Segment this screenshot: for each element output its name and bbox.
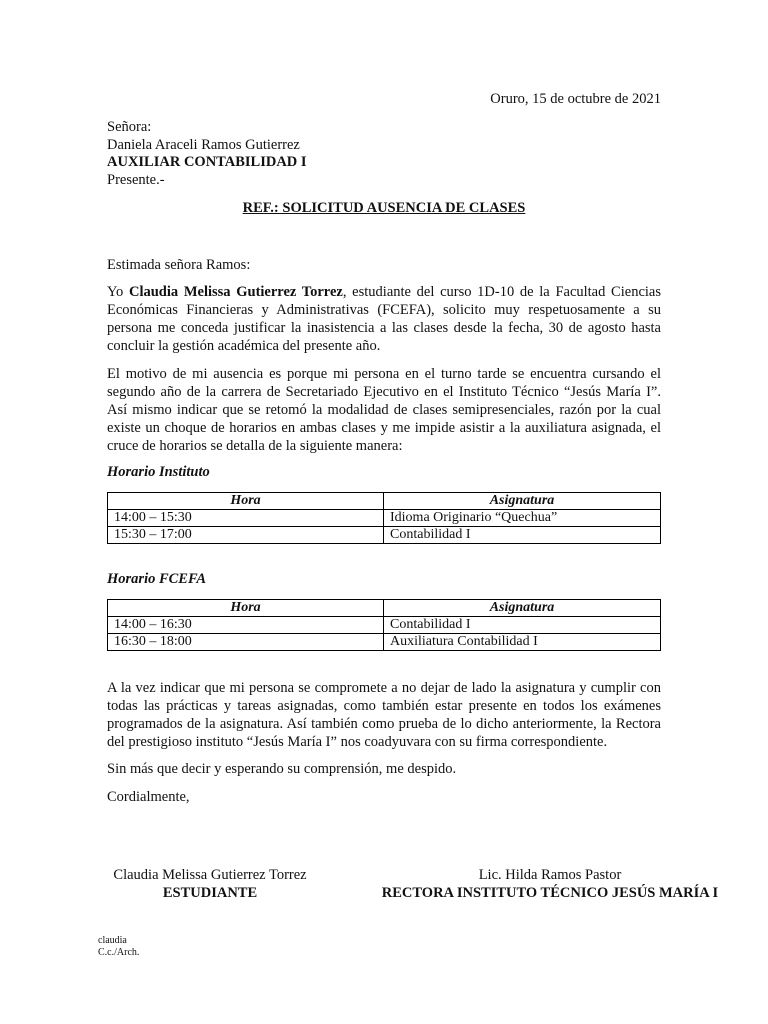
cell-hora: 14:00 – 16:30	[108, 617, 384, 634]
table-row	[108, 634, 661, 651]
p1-post: , estudiante del curso 1D-10 de la Facultad Ciencias Económicas Financieras y Administrativas (FCEFA), solicito muy respetuosamente a su persona me conceda justificar la inasistencia a las clases desde la fecha, 30 de agosto hasta concluir la gestión académica del presente año.	[107, 284, 661, 354]
schedule-table-instituto	[107, 492, 661, 544]
table-row	[108, 510, 661, 527]
paragraph-4: Sin más que decir y esperando su comprensión, me despido.	[107, 761, 457, 777]
cell-hora: 15:30 – 17:00	[108, 527, 384, 544]
paragraph-2: El motivo de mi ausencia es porque mi persona en el turno tarde se encuentra cursando el segundo año de la carrera de Secretariado Ejecutivo en el Instituto Técnico “Jesús María I”. Así mismo indicar que se retomó la modalidad de clases semipresenciales, razón por la cual existe un choque de horarios en ambas clases y me impide asistir a la auxiliatura asignada, el cruce de horarios se detalla de la siguiente manera:	[107, 366, 661, 454]
cell-asignatura: Auxiliatura Contabilidad I	[384, 634, 661, 651]
student-name-inline: Claudia Melissa Gutierrez Torrez	[128, 284, 343, 300]
table-header-row	[108, 600, 661, 617]
table-header-row	[108, 493, 661, 510]
paragraph-1	[107, 283, 661, 355]
schedule-title-fcefa: Horario FCEFA	[107, 571, 206, 587]
header-hora: Hora	[108, 493, 384, 510]
cell-asignatura: Contabilidad I	[384, 527, 661, 544]
header-asignatura: Asignatura	[384, 600, 661, 617]
cell-hora: 16:30 – 18:00	[108, 634, 384, 651]
reference-line: REF.: SOLICITUD AUSENCIA DE CLASES	[242, 200, 526, 216]
recipient-block	[107, 119, 307, 189]
recipient-title: AUXILIAR CONTABILIDAD I	[107, 154, 307, 170]
greeting: Estimada señora Ramos:	[107, 257, 251, 273]
date-line: Oruro, 15 de octubre de 2021	[490, 91, 661, 107]
signature-rector-role: RECTORA INSTITUTO TÉCNICO JESÚS MARÍA I	[381, 885, 719, 901]
footer-cc: C.c./Arch.	[98, 947, 140, 958]
paragraph-3: A la vez indicar que mi persona se compromete a no dejar de lado la asignatura y cumplir con todas las prácticas y tareas asignadas, como también estar presente en todos los exámenes programados de la asignatura. Así también como prueba de lo dicho anteriormente, la Rectora del prestigioso instituto “Jesús María I” nos coadyuvara con su firma correspondiente.	[107, 680, 661, 750]
signature-rector	[370, 866, 730, 902]
closing: Cordialmente,	[107, 789, 190, 805]
cell-asignatura: Idioma Originario “Quechua”	[384, 510, 661, 527]
recipient-name: Daniela Araceli Ramos Gutierrez	[107, 136, 300, 153]
p1-pre: Yo	[107, 284, 129, 300]
header-hora: Hora	[108, 600, 384, 617]
footer-initials: claudia	[98, 935, 127, 946]
cell-hora: 14:00 – 15:30	[108, 510, 384, 527]
signature-student	[107, 866, 313, 902]
recipient-presente: Presente.-	[107, 171, 165, 188]
signature-student-name: Claudia Melissa Gutierrez Torrez	[113, 867, 307, 883]
cell-asignatura: Contabilidad I	[384, 617, 661, 634]
recipient-salutation: Señora:	[107, 119, 152, 135]
header-asignatura: Asignatura	[384, 493, 661, 510]
footer-references	[98, 935, 139, 959]
schedule-table-fcefa	[107, 599, 661, 651]
table-row	[108, 617, 661, 634]
table-row	[108, 527, 661, 544]
signature-student-role: ESTUDIANTE	[162, 885, 258, 901]
signature-rector-name: Lic. Hilda Ramos Pastor	[478, 867, 622, 883]
schedule-title-instituto: Horario Instituto	[107, 464, 210, 480]
